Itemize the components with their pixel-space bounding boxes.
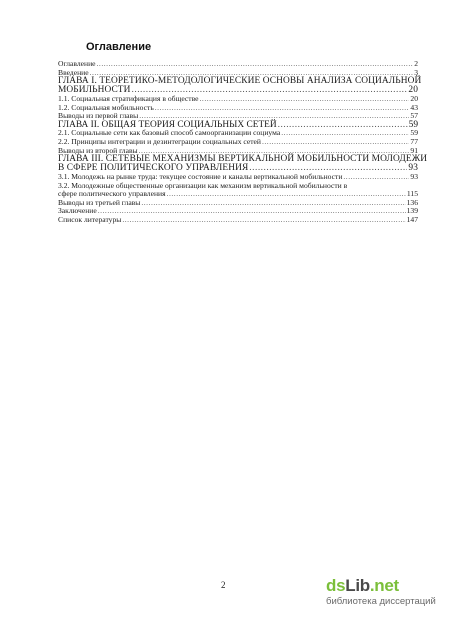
dot-leader bbox=[155, 104, 410, 113]
dot-leader bbox=[200, 95, 410, 104]
dot-leader bbox=[167, 190, 406, 199]
toc-page-number: 59 bbox=[408, 119, 418, 130]
toc-entry-text: 3.1. Молодежь на рынке труда: текущее состояние и каналы вертикальной мобильности bbox=[58, 171, 343, 181]
toc-page-number: 3 bbox=[414, 67, 418, 77]
table-of-contents bbox=[58, 59, 428, 225]
toc-entry-text: Введение bbox=[58, 67, 89, 77]
toc-page-number: 20 bbox=[410, 94, 418, 103]
toc-entry-text: Выводы из третьей главы bbox=[58, 197, 141, 207]
logo-ds: ds bbox=[326, 576, 346, 595]
toc-page-number: 77 bbox=[410, 136, 418, 146]
toc-entry-text-line2: МОБИЛЬНОСТИ bbox=[58, 85, 131, 96]
toc-page-number: 115 bbox=[406, 189, 418, 199]
toc-page-number: 43 bbox=[410, 102, 418, 112]
toc-entry-text: Выводы из первой главы bbox=[58, 111, 139, 121]
toc-entry-text-line1: 3.2. Молодежные общественные организации как механизм вертикальной мобильности в bbox=[58, 180, 348, 190]
toc-entry-text-line1: ГЛАВА III. СЕТЕВЫЕ МЕХАНИЗМЫ ВЕРТИКАЛЬНОЙ МОБИЛЬНОСТИ МОЛОДЕЖИ bbox=[58, 154, 428, 165]
toc-entry-text: ГЛАВА II. ОБЩАЯ ТЕОРИЯ СОЦИАЛЬНЫХ СЕТЕЙ bbox=[58, 119, 277, 130]
toc-page-number: 20 bbox=[408, 85, 418, 96]
toc-entry-text-line2: сфере политического управления bbox=[58, 189, 166, 199]
toc-entry-text-line2: В СФЕРЕ ПОЛИТИЧЕСКОГО УПРАВЛЕНИЯ bbox=[58, 163, 249, 174]
logo-lib: Lib bbox=[345, 576, 370, 595]
toc-page-number: 59 bbox=[410, 128, 418, 138]
dot-leader bbox=[122, 216, 405, 225]
dot-leader bbox=[98, 207, 406, 216]
toc-page-number: 57 bbox=[410, 111, 418, 121]
toc-entry-conclusions-3 bbox=[58, 199, 418, 208]
page-number: 2 bbox=[221, 580, 226, 590]
watermark-subtitle: библиотека диссертаций bbox=[326, 596, 436, 607]
toc-entry-text: Заключение bbox=[58, 206, 97, 216]
toc-entry-text: 1.2. Социальная мобильность bbox=[58, 102, 154, 112]
toc-title: Оглавление bbox=[86, 41, 152, 53]
dslib-logo bbox=[326, 577, 450, 595]
toc-entry-text: 2.1. Социальные сети как базовый способ самоорганизации социума bbox=[58, 128, 281, 138]
toc-entry-chapter-1 bbox=[58, 76, 422, 96]
toc-entry-text: Оглавление bbox=[58, 59, 96, 68]
toc-entry-chapter-3 bbox=[58, 154, 428, 174]
dot-leader bbox=[262, 138, 409, 147]
dot-leader bbox=[281, 129, 409, 138]
toc-entry-text-line1: ГЛАВА I. ТЕОРЕТИКО-МЕТОДОЛОГИЧЕСКИЕ ОСНОВЫ АНАЛИЗА СОЦИАЛЬНОЙ bbox=[58, 76, 422, 87]
toc-entry-text: 1.1. Социальная стратификация в обществе bbox=[58, 94, 199, 103]
toc-entry-text: Выводы из второй главы bbox=[58, 145, 138, 155]
toc-page-number: 93 bbox=[410, 171, 418, 181]
dslib-watermark[interactable] bbox=[326, 577, 450, 619]
dot-leader bbox=[97, 60, 414, 69]
toc-page-number: 2 bbox=[414, 59, 418, 68]
toc-entry-bibliography bbox=[58, 216, 418, 225]
toc-entry-contents bbox=[58, 60, 418, 69]
toc-page-number: 139 bbox=[406, 206, 418, 216]
toc-page-number: 91 bbox=[410, 145, 418, 155]
toc-entry-text: 2.2. Принципы интеграции и дезинтеграции социальных сетей bbox=[58, 136, 261, 146]
dot-leader bbox=[343, 173, 409, 182]
dot-leader bbox=[278, 121, 408, 130]
toc-page-number: 93 bbox=[408, 163, 418, 174]
dot-leader bbox=[141, 199, 405, 208]
toc-page-number: 147 bbox=[406, 214, 418, 224]
logo-net: .net bbox=[369, 576, 399, 595]
toc-entry-text: Список литературы bbox=[58, 214, 122, 224]
toc-entry-section-3-2 bbox=[58, 182, 418, 199]
toc-page-number: 136 bbox=[406, 197, 418, 207]
